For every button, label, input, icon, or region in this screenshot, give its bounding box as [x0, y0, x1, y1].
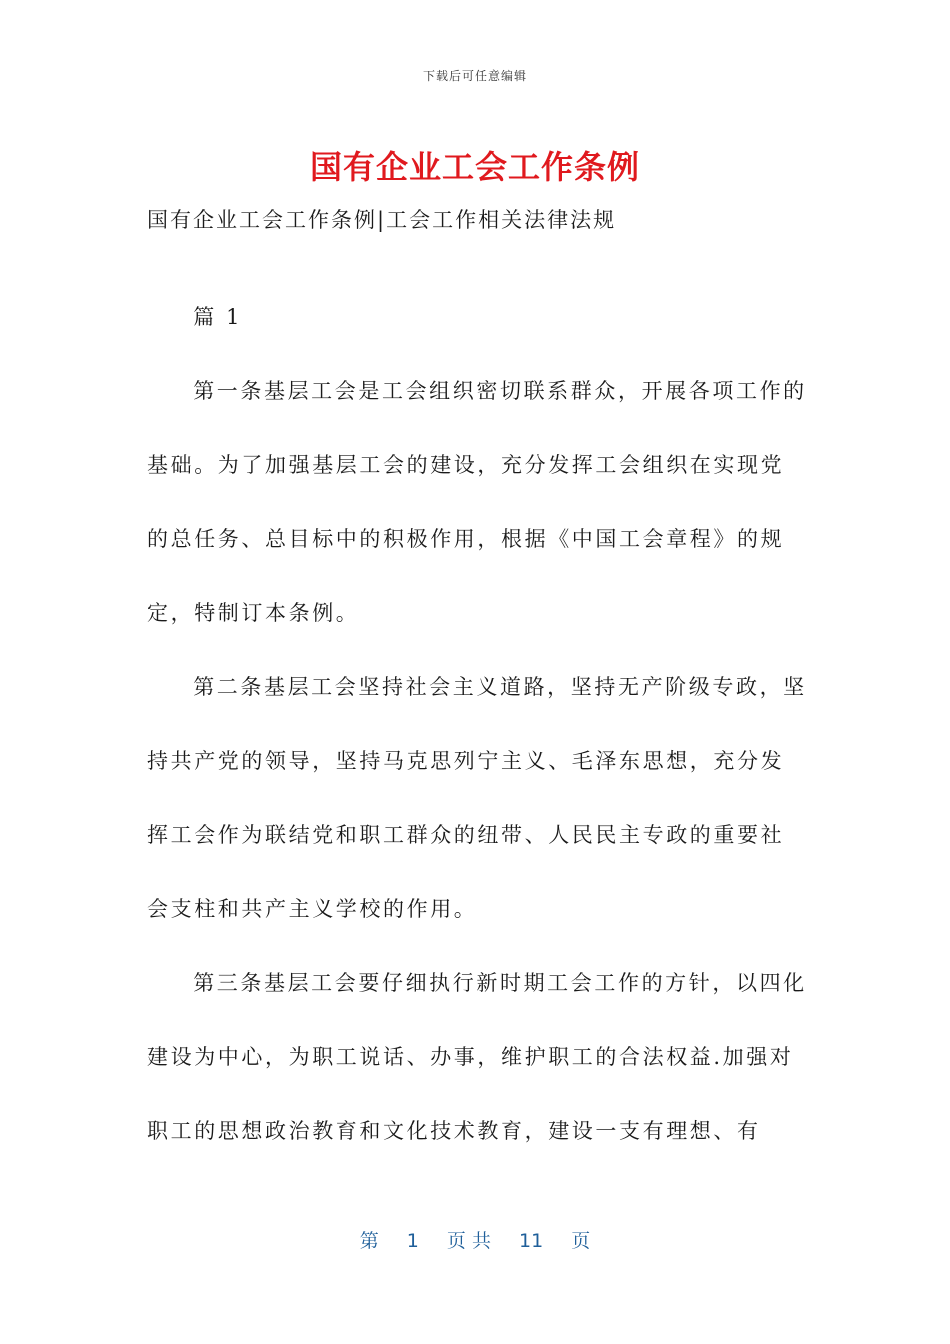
page-footer [0, 1226, 950, 1253]
footer-prefix: 第 [359, 1230, 379, 1252]
article-paragraph-2: 第二条基层工会坚持社会主义道路，坚持无产阶级专政，坚持共产党的领导，坚持马克思列宁主义、毛泽东思想，充分发挥工会作为联结党和职工群众的纽带、人民民主专政的重要社会支柱和共产主义学校的作用。 [147, 675, 807, 921]
section-label: 篇 1 [193, 305, 243, 329]
document-title: 国有企业工会工作条例 [309, 148, 640, 186]
article-paragraph-1: 第一条基层工会是工会组织密切联系群众，开展各项工作的基础。为了加强基层工会的建设，充分发挥工会组织在实现党的总任务、总目标中的积极作用，根据《中国工会章程》的规定，特制订本条例。 [147, 379, 807, 625]
footer-current-page: 1 [406, 1230, 419, 1252]
document-body [147, 280, 807, 1168]
footer-total-pages: 11 [519, 1230, 544, 1252]
footer-suffix: 页 [571, 1230, 591, 1252]
header-note: 下载后可任意编辑 [422, 69, 527, 83]
article-paragraph-3: 第三条基层工会要仔细执行新时期工会工作的方针，以四化建设为中心，为职工说话、办事，维护职工的合法权益.加强对职工的思想政治教育和文化技术教育，建设一支有理想、有 [147, 971, 807, 1143]
footer-middle: 页 共 [446, 1230, 491, 1252]
document-subtitle: 国有企业工会工作条例|工会工作相关法律法规 [147, 208, 617, 232]
